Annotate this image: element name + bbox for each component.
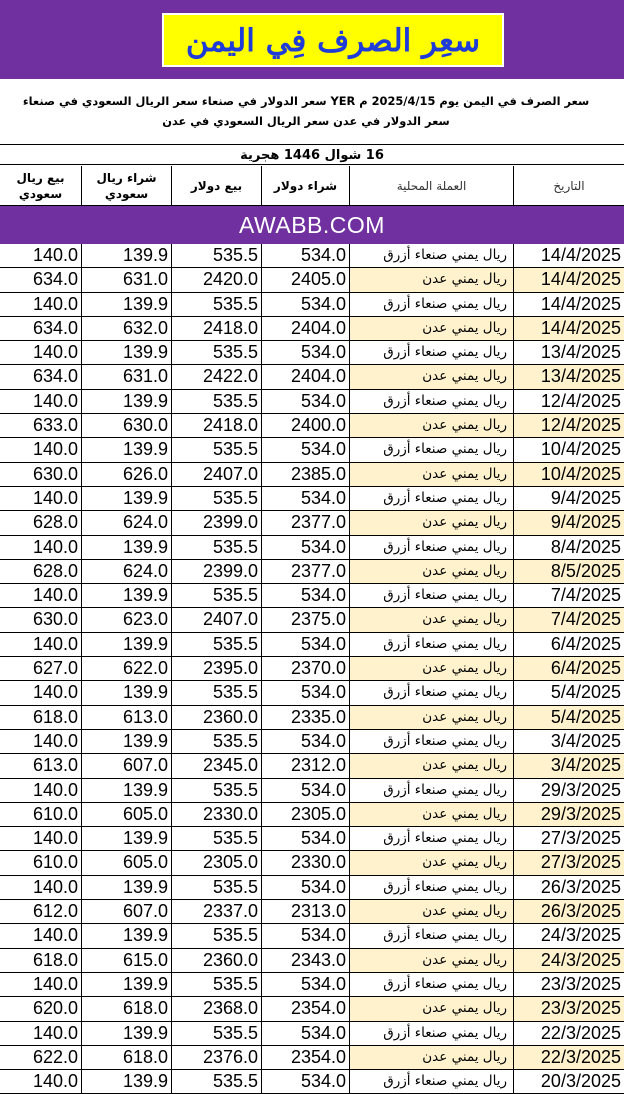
cell-date: 10/4/2025 — [540, 439, 621, 460]
cell-sell-dollar: 535.5 — [172, 536, 262, 559]
cell-local-currency: ريال يمني صنعاء أزرق — [350, 1022, 514, 1045]
cell-buy-sar: 139.9 — [82, 584, 172, 607]
table-row — [0, 924, 624, 948]
cell-buy-sar: 605.0 — [82, 803, 172, 826]
cell-sell-sar: 140.0 — [0, 244, 82, 267]
cell-buy-dollar: 2313.0 — [262, 900, 350, 923]
table-row — [0, 633, 624, 657]
cell-sell-dollar: 2345.0 — [172, 754, 262, 777]
cell-sell-dollar: 2422.0 — [172, 365, 262, 388]
cell-local-currency: ريال يمني صنعاء أزرق — [350, 876, 514, 899]
cell-local-currency: ريال يمني عدن — [350, 511, 514, 534]
cell-buy-dollar: 534.0 — [262, 487, 350, 510]
table-row — [0, 293, 624, 317]
cell-buy-dollar: 534.0 — [262, 730, 350, 753]
cell-local-currency: ريال يمني عدن — [350, 997, 514, 1020]
cell-sell-sar: 140.0 — [0, 973, 82, 996]
cell-buy-sar: 139.9 — [82, 293, 172, 316]
cell-local-currency: ريال يمني صنعاء أزرق — [350, 293, 514, 316]
cell-local-currency: ريال يمني صنعاء أزرق — [350, 973, 514, 996]
cell-sell-dollar: 2407.0 — [172, 463, 262, 486]
hijri-date: 16 شوال 1446 هجرية — [0, 144, 624, 165]
column-header-local-currency: العملة المحلية — [350, 166, 514, 206]
table-row — [0, 973, 624, 997]
cell-sell-dollar: 2418.0 — [172, 317, 262, 340]
cell-sell-sar: 634.0 — [0, 317, 82, 340]
cell-buy-sar: 139.9 — [82, 390, 172, 413]
cell-buy-sar: 618.0 — [82, 1046, 172, 1069]
cell-local-currency: ريال يمني صنعاء أزرق — [350, 341, 514, 364]
cell-buy-sar: 139.9 — [82, 973, 172, 996]
table-row — [0, 365, 624, 389]
cell-buy-sar: 624.0 — [82, 560, 172, 583]
cell-local-currency: ريال يمني صنعاء أزرق — [350, 487, 514, 510]
cell-buy-dollar: 534.0 — [262, 293, 350, 316]
site-banner — [0, 206, 624, 244]
cell-sell-sar: 140.0 — [0, 438, 82, 461]
cell-date: 26/3/2025 — [540, 876, 621, 897]
cell-date: 7/4/2025 — [550, 585, 621, 606]
cell-buy-sar: 139.9 — [82, 924, 172, 947]
table-row — [0, 1070, 624, 1094]
table-row — [0, 463, 624, 487]
cell-date: 26/3/2025 — [514, 900, 624, 923]
table-row — [0, 584, 624, 608]
cell-date: 7/4/2025 — [514, 608, 624, 631]
cell-sell-sar: 140.0 — [0, 390, 82, 413]
cell-sell-sar: 140.0 — [0, 1070, 82, 1093]
table-row — [0, 438, 624, 462]
cell-buy-dollar: 534.0 — [262, 633, 350, 656]
cell-buy-dollar: 534.0 — [262, 973, 350, 996]
table-row — [0, 560, 624, 584]
cell-sell-dollar: 535.5 — [172, 973, 262, 996]
cell-buy-dollar: 2405.0 — [262, 268, 350, 291]
table-row — [0, 949, 624, 973]
cell-buy-sar: 139.9 — [82, 487, 172, 510]
cell-sell-dollar: 535.5 — [172, 1070, 262, 1093]
cell-local-currency: ريال يمني صنعاء أزرق — [350, 633, 514, 656]
cell-sell-sar: 140.0 — [0, 1022, 82, 1045]
cell-date: 29/3/2025 — [540, 779, 621, 800]
cell-buy-sar: 618.0 — [82, 997, 172, 1020]
cell-local-currency: ريال يمني عدن — [350, 317, 514, 340]
cell-date: 22/3/2025 — [540, 1022, 621, 1043]
cell-buy-dollar: 534.0 — [262, 341, 350, 364]
column-header-sell-dollar: بيع دولار — [172, 166, 262, 206]
cell-sell-sar: 627.0 — [0, 657, 82, 680]
cell-local-currency: ريال يمني عدن — [350, 803, 514, 826]
cell-buy-dollar: 534.0 — [262, 584, 350, 607]
table-row — [0, 511, 624, 535]
cell-sell-sar: 140.0 — [0, 487, 82, 510]
cell-date: 9/4/2025 — [514, 511, 624, 534]
cell-sell-dollar: 535.5 — [172, 487, 262, 510]
cell-buy-sar: 622.0 — [82, 657, 172, 680]
cell-buy-dollar: 2377.0 — [262, 511, 350, 534]
cell-date: 27/3/2025 — [540, 828, 621, 849]
cell-local-currency: ريال يمني عدن — [350, 365, 514, 388]
cell-date: 23/3/2025 — [514, 997, 624, 1020]
table-row — [0, 779, 624, 803]
cell-buy-dollar: 2354.0 — [262, 997, 350, 1020]
cell-sell-sar: 140.0 — [0, 827, 82, 850]
cell-local-currency: ريال يمني صنعاء أزرق — [350, 827, 514, 850]
cell-buy-sar: 624.0 — [82, 511, 172, 534]
cell-buy-sar: 139.9 — [82, 779, 172, 802]
cell-buy-sar: 632.0 — [82, 317, 172, 340]
cell-sell-dollar: 2395.0 — [172, 657, 262, 680]
table-row — [0, 730, 624, 754]
cell-sell-dollar: 535.5 — [172, 244, 262, 267]
cell-sell-dollar: 2399.0 — [172, 560, 262, 583]
cell-sell-dollar: 535.5 — [172, 293, 262, 316]
cell-date: 5/4/2025 — [514, 706, 624, 729]
cell-local-currency: ريال يمني صنعاء أزرق — [350, 584, 514, 607]
cell-buy-dollar: 2404.0 — [262, 365, 350, 388]
table-row — [0, 851, 624, 875]
cell-buy-sar: 626.0 — [82, 463, 172, 486]
cell-buy-dollar: 2370.0 — [262, 657, 350, 680]
cell-buy-sar: 631.0 — [82, 365, 172, 388]
cell-date: 10/4/2025 — [514, 463, 624, 486]
title-box — [162, 13, 504, 67]
cell-buy-dollar: 534.0 — [262, 244, 350, 267]
cell-buy-dollar: 2377.0 — [262, 560, 350, 583]
cell-sell-dollar: 2360.0 — [172, 949, 262, 972]
table-row — [0, 754, 624, 778]
table-row — [0, 390, 624, 414]
cell-sell-dollar: 535.5 — [172, 681, 262, 704]
cell-date: 24/3/2025 — [514, 949, 624, 972]
cell-date: 5/4/2025 — [550, 682, 621, 703]
cell-sell-sar: 140.0 — [0, 633, 82, 656]
cell-sell-sar: 140.0 — [0, 779, 82, 802]
cell-date: 3/4/2025 — [514, 754, 624, 777]
cell-sell-sar: 610.0 — [0, 803, 82, 826]
cell-date: 13/4/2025 — [514, 365, 624, 388]
table-row — [0, 536, 624, 560]
table-row — [0, 657, 624, 681]
cell-date: 6/4/2025 — [514, 657, 624, 680]
cell-sell-dollar: 535.5 — [172, 341, 262, 364]
cell-date: 8/4/2025 — [550, 536, 621, 557]
cell-date: 13/4/2025 — [540, 342, 621, 363]
cell-local-currency: ريال يمني عدن — [350, 463, 514, 486]
cell-sell-sar: 618.0 — [0, 949, 82, 972]
cell-sell-dollar: 2399.0 — [172, 511, 262, 534]
description-line-1: سعر الصرف في اليمن يوم 2025/4/15 م YER سعر الدولار في صنعاء سعر الريال السعودي في صنعاء — [22, 94, 590, 108]
title-band — [0, 0, 624, 79]
cell-sell-sar: 634.0 — [0, 365, 82, 388]
cell-buy-dollar: 534.0 — [262, 390, 350, 413]
cell-local-currency: ريال يمني صنعاء أزرق — [350, 390, 514, 413]
cell-sell-sar: 140.0 — [0, 584, 82, 607]
cell-sell-sar: 633.0 — [0, 414, 82, 437]
cell-buy-sar: 139.9 — [82, 341, 172, 364]
cell-sell-dollar: 2420.0 — [172, 268, 262, 291]
cell-sell-dollar: 535.5 — [172, 438, 262, 461]
cell-local-currency: ريال يمني عدن — [350, 414, 514, 437]
cell-date: 24/3/2025 — [540, 925, 621, 946]
cell-buy-dollar: 534.0 — [262, 681, 350, 704]
cell-local-currency: ريال يمني عدن — [350, 851, 514, 874]
cell-local-currency: ريال يمني صنعاء أزرق — [350, 779, 514, 802]
table-row — [0, 706, 624, 730]
cell-buy-sar: 139.9 — [82, 438, 172, 461]
cell-buy-sar: 139.9 — [82, 1070, 172, 1093]
cell-sell-sar: 140.0 — [0, 924, 82, 947]
cell-sell-dollar: 2330.0 — [172, 803, 262, 826]
page-title: سعِر الصرف فِي اليمن — [185, 23, 481, 59]
cell-sell-dollar: 2360.0 — [172, 706, 262, 729]
cell-local-currency: ريال يمني صنعاء أزرق — [350, 681, 514, 704]
cell-buy-sar: 615.0 — [82, 949, 172, 972]
table-row — [0, 997, 624, 1021]
table-row — [0, 608, 624, 632]
cell-buy-dollar: 2404.0 — [262, 317, 350, 340]
cell-date: 23/3/2025 — [540, 973, 621, 994]
cell-buy-sar: 139.9 — [82, 730, 172, 753]
cell-local-currency: ريال يمني عدن — [350, 949, 514, 972]
table-row — [0, 803, 624, 827]
cell-date: 12/4/2025 — [540, 390, 621, 411]
column-header-buy-dollar: شراء دولار — [262, 166, 350, 206]
cell-buy-dollar: 2375.0 — [262, 608, 350, 631]
cell-buy-sar: 613.0 — [82, 706, 172, 729]
cell-local-currency: ريال يمني صنعاء أزرق — [350, 438, 514, 461]
cell-sell-dollar: 535.5 — [172, 584, 262, 607]
cell-buy-sar: 139.9 — [82, 633, 172, 656]
cell-buy-sar: 139.9 — [82, 681, 172, 704]
table-row — [0, 876, 624, 900]
cell-buy-sar: 605.0 — [82, 851, 172, 874]
cell-local-currency: ريال يمني صنعاء أزرق — [350, 924, 514, 947]
cell-buy-sar: 139.9 — [82, 1022, 172, 1045]
cell-sell-dollar: 2376.0 — [172, 1046, 262, 1069]
cell-sell-dollar: 535.5 — [172, 730, 262, 753]
cell-local-currency: ريال يمني صنعاء أزرق — [350, 244, 514, 267]
table-row — [0, 244, 624, 268]
cell-buy-dollar: 2400.0 — [262, 414, 350, 437]
cell-buy-dollar: 2335.0 — [262, 706, 350, 729]
cell-date: 14/4/2025 — [540, 245, 621, 265]
cell-local-currency: ريال يمني عدن — [350, 560, 514, 583]
cell-buy-sar: 631.0 — [82, 268, 172, 291]
cell-buy-dollar: 534.0 — [262, 876, 350, 899]
cell-buy-sar: 139.9 — [82, 827, 172, 850]
cell-sell-sar: 628.0 — [0, 511, 82, 534]
table-row — [0, 268, 624, 292]
cell-sell-sar: 622.0 — [0, 1046, 82, 1069]
cell-buy-dollar: 2312.0 — [262, 754, 350, 777]
cell-sell-dollar: 535.5 — [172, 779, 262, 802]
table-row — [0, 827, 624, 851]
table-row — [0, 317, 624, 341]
cell-local-currency: ريال يمني صنعاء أزرق — [350, 730, 514, 753]
cell-sell-sar: 618.0 — [0, 706, 82, 729]
cell-buy-dollar: 534.0 — [262, 536, 350, 559]
table-row — [0, 414, 624, 438]
cell-buy-dollar: 534.0 — [262, 924, 350, 947]
cell-sell-dollar: 2418.0 — [172, 414, 262, 437]
table-row — [0, 487, 624, 511]
cell-date: 22/3/2025 — [514, 1046, 624, 1069]
cell-buy-dollar: 2354.0 — [262, 1046, 350, 1069]
cell-sell-dollar: 535.5 — [172, 827, 262, 850]
cell-sell-sar: 140.0 — [0, 681, 82, 704]
cell-buy-sar: 607.0 — [82, 754, 172, 777]
cell-date: 9/4/2025 — [550, 487, 621, 508]
cell-date: 6/4/2025 — [550, 633, 621, 654]
cell-buy-sar: 139.9 — [82, 244, 172, 267]
cell-buy-sar: 139.9 — [82, 876, 172, 899]
cell-local-currency: ريال يمني صنعاء أزرق — [350, 536, 514, 559]
cell-sell-sar: 610.0 — [0, 851, 82, 874]
cell-sell-sar: 140.0 — [0, 341, 82, 364]
site-banner-text: AWABB.COM — [239, 212, 385, 238]
column-header-date: التاريخ — [514, 166, 624, 206]
cell-local-currency: ريال يمني عدن — [350, 608, 514, 631]
cell-buy-sar: 623.0 — [82, 608, 172, 631]
cell-sell-sar: 140.0 — [0, 730, 82, 753]
cell-sell-sar: 620.0 — [0, 997, 82, 1020]
cell-sell-sar: 612.0 — [0, 900, 82, 923]
cell-buy-dollar: 534.0 — [262, 438, 350, 461]
column-header-buy-sar: شراء ريال سعودي — [82, 166, 172, 206]
cell-sell-dollar: 535.5 — [172, 1022, 262, 1045]
cell-local-currency: ريال يمني صنعاء أزرق — [350, 1070, 514, 1093]
cell-date: 14/4/2025 — [540, 293, 621, 314]
cell-buy-dollar: 534.0 — [262, 779, 350, 802]
cell-sell-sar: 630.0 — [0, 463, 82, 486]
cell-sell-dollar: 2305.0 — [172, 851, 262, 874]
cell-buy-dollar: 534.0 — [262, 1070, 350, 1093]
description-line-2: سعر الدولار في عدن سعر الريال السعودي في عدن — [162, 114, 450, 128]
cell-buy-sar: 139.9 — [82, 536, 172, 559]
cell-sell-sar: 630.0 — [0, 608, 82, 631]
table-row — [0, 341, 624, 365]
cell-date: 12/4/2025 — [514, 414, 624, 437]
table-row — [0, 1046, 624, 1070]
cell-sell-dollar: 2368.0 — [172, 997, 262, 1020]
cell-buy-dollar: 2343.0 — [262, 949, 350, 972]
cell-buy-sar: 630.0 — [82, 414, 172, 437]
cell-date: 14/4/2025 — [514, 317, 624, 340]
cell-date: 8/5/2025 — [514, 560, 624, 583]
table-row — [0, 900, 624, 924]
cell-buy-sar: 607.0 — [82, 900, 172, 923]
cell-local-currency: ريال يمني عدن — [350, 754, 514, 777]
cell-date: 3/4/2025 — [550, 730, 621, 751]
cell-date: 14/4/2025 — [514, 268, 624, 291]
cell-sell-dollar: 535.5 — [172, 924, 262, 947]
cell-date: 27/3/2025 — [514, 851, 624, 874]
table-row — [0, 1022, 624, 1046]
cell-sell-sar: 634.0 — [0, 268, 82, 291]
cell-buy-dollar: 2330.0 — [262, 851, 350, 874]
cell-local-currency: ريال يمني عدن — [350, 1046, 514, 1069]
cell-sell-dollar: 535.5 — [172, 633, 262, 656]
cell-sell-sar: 613.0 — [0, 754, 82, 777]
cell-sell-dollar: 2337.0 — [172, 900, 262, 923]
cell-sell-dollar: 2407.0 — [172, 608, 262, 631]
column-header-sell-sar: بيع ريال سعودي — [0, 166, 82, 206]
cell-date: 20/3/2025 — [540, 1071, 621, 1092]
cell-sell-dollar: 535.5 — [172, 390, 262, 413]
cell-buy-dollar: 2305.0 — [262, 803, 350, 826]
cell-sell-sar: 140.0 — [0, 293, 82, 316]
description — [4, 91, 608, 131]
cell-local-currency: ريال يمني عدن — [350, 900, 514, 923]
table-row — [0, 681, 624, 705]
cell-buy-dollar: 2385.0 — [262, 463, 350, 486]
cell-local-currency: ريال يمني عدن — [350, 706, 514, 729]
cell-sell-dollar: 535.5 — [172, 876, 262, 899]
cell-date: 29/3/2025 — [514, 803, 624, 826]
cell-local-currency: ريال يمني عدن — [350, 268, 514, 291]
cell-local-currency: ريال يمني عدن — [350, 657, 514, 680]
rates-table-body — [0, 244, 624, 1094]
cell-sell-sar: 140.0 — [0, 876, 82, 899]
cell-buy-dollar: 534.0 — [262, 1022, 350, 1045]
cell-sell-sar: 628.0 — [0, 560, 82, 583]
cell-sell-sar: 140.0 — [0, 536, 82, 559]
cell-buy-dollar: 534.0 — [262, 827, 350, 850]
